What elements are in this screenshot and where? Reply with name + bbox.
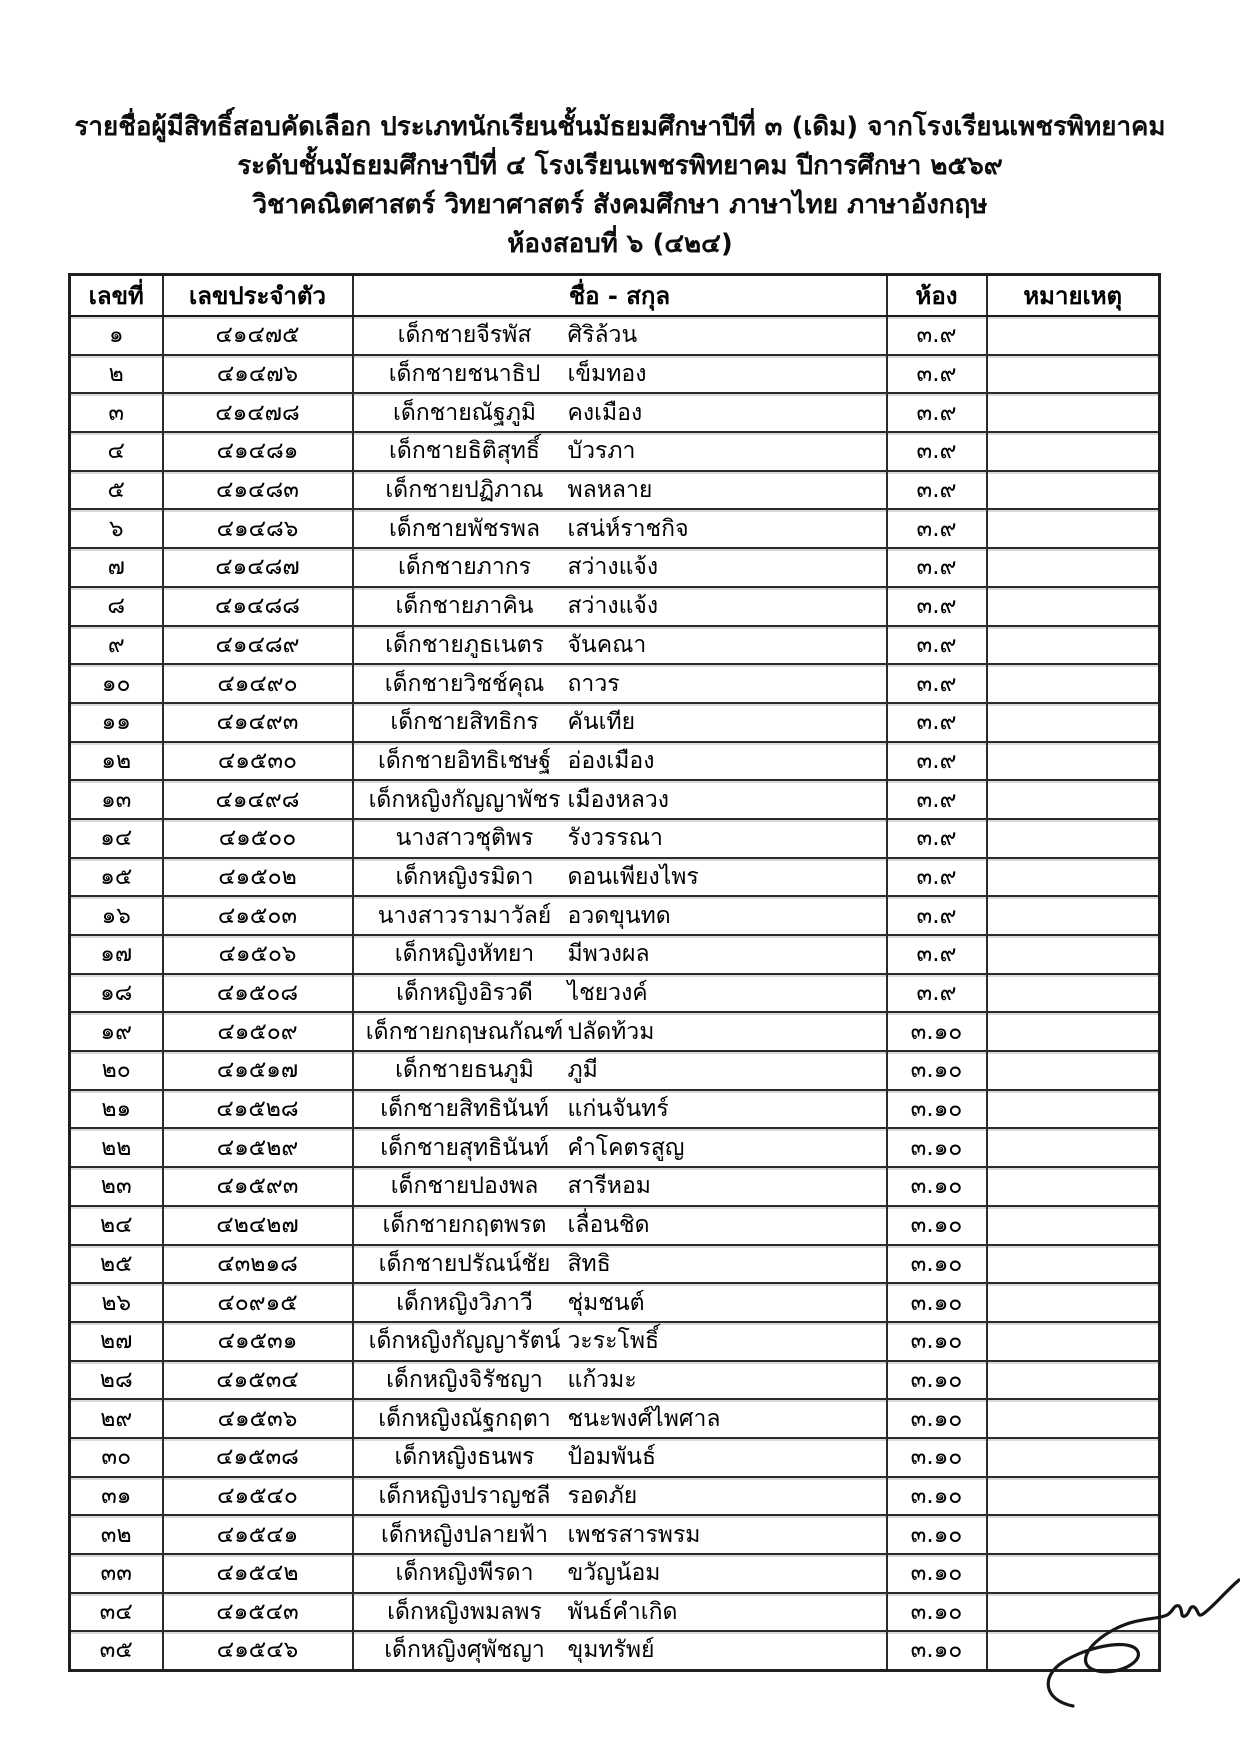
student-name-cell (353, 1399, 887, 1438)
student-number-cell: ๑๕ (70, 858, 163, 897)
student-number-cell: ๒๖ (70, 1283, 163, 1322)
student-id-cell: ๔๑๕๓๑ (163, 1322, 353, 1361)
title-line-1: รายชื่อผู้มีสิทธิ์สอบคัดเลือก ประเภทนักเรียนชั้นมัธยมศึกษาปีที่ ๓ (เดิม) จากโรงเรียนเพชรพิทยาคม (74, 112, 1166, 142)
student-first-name: เด็กหญิงรมิดา (395, 863, 534, 890)
student-id-cell: ๔๑๕๐๖ (163, 935, 353, 974)
student-last-name: วะระโพธิ์ (567, 1328, 660, 1355)
student-name-cell (353, 780, 887, 819)
student-first-name: เด็กชายสิทธินันท์ (380, 1096, 549, 1123)
student-number-cell: ๗ (70, 548, 163, 587)
student-id-cell: ๔๑๕๓๔ (163, 1361, 353, 1400)
student-number-cell: ๒๗ (70, 1322, 163, 1361)
student-first-name: เด็กชายภาคิน (395, 593, 534, 620)
student-row (70, 1515, 1160, 1554)
student-number-cell: ๔ (70, 432, 163, 471)
student-id-cell: ๔๑๕๓๖ (163, 1399, 353, 1438)
student-room-cell: ๓.๙ (887, 664, 987, 703)
student-remark-cell (987, 509, 1160, 548)
student-room-cell: ๓.๙ (887, 703, 987, 742)
student-remark-cell (987, 316, 1160, 355)
student-name-cell (353, 1245, 887, 1284)
student-remark-cell (987, 1167, 1160, 1206)
student-first-name: เด็กชายสุทธินันท์ (380, 1134, 549, 1161)
student-first-name: เด็กหญิงปลายฟ้า (381, 1521, 548, 1548)
student-room-cell: ๓.๑๐ (887, 1515, 987, 1554)
student-last-name: คันเทีย (567, 709, 636, 736)
student-number-cell: ๖ (70, 509, 163, 548)
student-name-cell (353, 896, 887, 935)
student-name-cell (353, 1283, 887, 1322)
student-last-name: ดอนเพียงไพร (567, 863, 699, 890)
student-room-cell: ๓.๙ (887, 393, 987, 432)
student-id-cell: ๔๐๙๑๕ (163, 1283, 353, 1322)
student-remark-cell (987, 1245, 1160, 1284)
student-name-cell (353, 1051, 887, 1090)
student-row (70, 1554, 1160, 1593)
student-name-cell (353, 1322, 887, 1361)
student-first-name: เด็กหญิงจิรัชญา (386, 1366, 543, 1393)
student-row (70, 393, 1160, 432)
student-first-name: เด็กหญิงอิรวดี (396, 980, 533, 1007)
student-row (70, 316, 1160, 355)
student-row (70, 1399, 1160, 1438)
column-header-name: ชื่อ - สกุล (353, 275, 887, 317)
student-name-cell (353, 819, 887, 858)
student-first-name: เด็กชายปรัณน์ชัย (378, 1250, 551, 1277)
student-id-cell: ๔๑๕๐๘ (163, 974, 353, 1013)
student-name-cell (353, 1438, 887, 1477)
table-header-row (70, 275, 1160, 317)
student-row (70, 1128, 1160, 1167)
student-last-name: สิทธิ (567, 1250, 611, 1277)
student-name-cell (353, 1090, 887, 1129)
student-name-cell (353, 1631, 887, 1670)
student-row (70, 1090, 1160, 1129)
student-number-cell: ๓๔ (70, 1593, 163, 1632)
student-id-cell: ๔๑๕๔๖ (163, 1631, 353, 1670)
student-room-cell: ๓.๙ (887, 355, 987, 394)
student-number-cell: ๒๓ (70, 1167, 163, 1206)
student-row (70, 742, 1160, 781)
student-last-name: เมืองหลวง (567, 786, 669, 813)
student-row (70, 1631, 1160, 1670)
student-remark-cell (987, 626, 1160, 665)
student-last-name: คำโคตรสูญ (567, 1134, 685, 1161)
student-last-name: มีพวงผล (567, 941, 650, 968)
student-row (70, 1245, 1160, 1284)
student-first-name: เด็กชายชนาธิป (388, 361, 541, 388)
student-name-cell (353, 703, 887, 742)
student-row (70, 974, 1160, 1013)
student-remark-cell (987, 1477, 1160, 1516)
student-number-cell: ๓ (70, 393, 163, 432)
student-number-cell: ๒๑ (70, 1090, 163, 1129)
student-first-name: เด็กหญิงวิภาวี (396, 1289, 533, 1316)
student-remark-cell (987, 858, 1160, 897)
student-room-cell: ๓.๙ (887, 858, 987, 897)
student-id-cell: ๔๑๔๘๘ (163, 587, 353, 626)
student-room-cell: ๓.๙ (887, 626, 987, 665)
student-last-name: ขุมทรัพย์ (567, 1637, 655, 1664)
student-first-name: เด็กชายธิติสุทธิ์ (389, 438, 540, 465)
student-row (70, 858, 1160, 897)
student-last-name: ปลัดท้วม (567, 1018, 655, 1045)
student-name-cell (353, 432, 887, 471)
student-id-cell: ๔๑๕๓๘ (163, 1438, 353, 1477)
student-room-cell: ๓.๑๐ (887, 1128, 987, 1167)
column-header-student-id: เลขประจำตัว (163, 275, 353, 317)
student-room-cell: ๓.๑๐ (887, 1361, 987, 1400)
student-room-cell: ๓.๑๐ (887, 1477, 987, 1516)
student-number-cell: ๑๘ (70, 974, 163, 1013)
student-id-cell: ๔๑๔๘๑ (163, 432, 353, 471)
student-number-cell: ๓๓ (70, 1554, 163, 1593)
student-number-cell: ๑๒ (70, 742, 163, 781)
student-id-cell: ๔๑๕๒๘ (163, 1090, 353, 1129)
student-remark-cell (987, 393, 1160, 432)
student-remark-cell (987, 355, 1160, 394)
student-first-name: เด็กหญิงธนพร (394, 1444, 535, 1471)
student-row (70, 432, 1160, 471)
student-number-cell: ๑๖ (70, 896, 163, 935)
student-id-cell: ๔๑๔๘๙ (163, 626, 353, 665)
student-first-name: เด็กชายสิทธิกร (390, 709, 539, 736)
student-id-cell: ๔๑๔๙๘ (163, 780, 353, 819)
student-last-name: พลหลาย (567, 477, 653, 504)
student-room-cell: ๓.๑๐ (887, 1012, 987, 1051)
student-first-name: เด็กชายภากร (397, 554, 532, 581)
student-room-cell: ๓.๙ (887, 819, 987, 858)
student-last-name: จันคณา (567, 631, 647, 658)
student-first-name: เด็กชายปองพล (390, 1173, 539, 1200)
student-remark-cell (987, 1438, 1160, 1477)
student-first-name: เด็กชายปฏิภาณ (385, 477, 544, 504)
student-remark-cell (987, 780, 1160, 819)
student-number-cell: ๒๘ (70, 1361, 163, 1400)
student-remark-cell (987, 1283, 1160, 1322)
student-room-cell: ๓.๙ (887, 548, 987, 587)
student-name-cell (353, 587, 887, 626)
student-last-name: ภูมี (567, 1057, 598, 1084)
student-row (70, 1322, 1160, 1361)
student-name-cell (353, 858, 887, 897)
student-number-cell: ๑๙ (70, 1012, 163, 1051)
student-id-cell: ๔๑๕๑๗ (163, 1051, 353, 1090)
student-room-cell: ๓.๙ (887, 742, 987, 781)
student-first-name: เด็กหญิงปราญชลี (378, 1482, 551, 1509)
student-remark-cell (987, 1399, 1160, 1438)
student-first-name: เด็กหญิงพีรดา (395, 1560, 534, 1587)
student-name-cell (353, 471, 887, 510)
student-room-cell: ๓.๑๐ (887, 1322, 987, 1361)
student-row (70, 896, 1160, 935)
student-room-cell: ๓.๑๐ (887, 1206, 987, 1245)
student-room-cell: ๓.๑๐ (887, 1554, 987, 1593)
student-name-cell (353, 1477, 887, 1516)
student-number-cell: ๒๒ (70, 1128, 163, 1167)
student-name-cell (353, 664, 887, 703)
student-remark-cell (987, 1012, 1160, 1051)
student-last-name: เลื่อนชิด (567, 1212, 650, 1239)
column-header-number: เลขที่ (70, 275, 163, 317)
student-name-cell (353, 393, 887, 432)
student-first-name: เด็กชายวิชช์คุณ (384, 670, 545, 697)
student-name-cell (353, 1361, 887, 1400)
student-remark-cell (987, 1128, 1160, 1167)
student-row (70, 1477, 1160, 1516)
student-number-cell: ๙ (70, 626, 163, 665)
student-last-name: ขวัญน้อม (567, 1560, 661, 1587)
student-last-name: อวดขุนทด (567, 902, 671, 929)
student-row (70, 626, 1160, 665)
student-number-cell: ๒๕ (70, 1245, 163, 1284)
student-room-cell: ๓.๑๐ (887, 1245, 987, 1284)
student-remark-cell (987, 742, 1160, 781)
student-name-cell (353, 509, 887, 548)
document-title-block (0, 108, 1240, 264)
student-room-cell: ๓.๑๐ (887, 1399, 987, 1438)
student-row (70, 935, 1160, 974)
student-number-cell: ๓๒ (70, 1515, 163, 1554)
student-name-cell (353, 1012, 887, 1051)
student-first-name: เด็กชายภูธเนตร (385, 631, 544, 658)
student-id-cell: ๔๑๔๙๓ (163, 703, 353, 742)
student-last-name: สว่างแจ้ง (567, 554, 659, 581)
student-room-cell: ๓.๙ (887, 316, 987, 355)
student-number-cell: ๒ (70, 355, 163, 394)
student-last-name: เพชรสารพรม (567, 1521, 701, 1548)
student-id-cell: ๔๑๕๐๒ (163, 858, 353, 897)
student-room-cell: ๓.๑๐ (887, 1167, 987, 1206)
student-id-cell: ๔๑๔๘๗ (163, 548, 353, 587)
student-number-cell: ๒๔ (70, 1206, 163, 1245)
student-remark-cell (987, 664, 1160, 703)
student-room-cell: ๓.๙ (887, 471, 987, 510)
student-first-name: นางสาวชุติพร (395, 825, 534, 852)
student-remark-cell (987, 1051, 1160, 1090)
student-id-cell: ๔๑๔๗๘ (163, 393, 353, 432)
student-room-cell: ๓.๑๐ (887, 1283, 987, 1322)
student-remark-cell (987, 548, 1160, 587)
student-last-name: ถาวร (567, 670, 620, 697)
student-room-cell: ๓.๑๐ (887, 1438, 987, 1477)
student-first-name: นางสาวรามาวัลย์ (377, 902, 552, 929)
student-number-cell: ๑๑ (70, 703, 163, 742)
student-last-name: สารีหอม (567, 1173, 651, 1200)
student-number-cell: ๑๔ (70, 819, 163, 858)
student-room-cell: ๓.๑๐ (887, 1631, 987, 1670)
student-table-body (70, 316, 1160, 1670)
student-number-cell: ๓๐ (70, 1438, 163, 1477)
student-last-name: ศิริล้วน (567, 322, 638, 349)
student-last-name: รังวรรณา (567, 825, 663, 852)
title-line-2: ระดับชั้นมัธยมศึกษาปีที่ ๔ โรงเรียนเพชรพิทยาคม ปีการศึกษา ๒๕๖๙ (237, 151, 1003, 181)
student-room-cell: ๓.๙ (887, 780, 987, 819)
student-name-cell (353, 548, 887, 587)
student-number-cell: ๑๐ (70, 664, 163, 703)
student-first-name: เด็กหญิงกัญญาพัชร (368, 786, 561, 813)
title-line-3: วิชาคณิตศาสตร์ วิทยาศาสตร์ สังคมศึกษา ภาษาไทย ภาษาอังกฤษ (252, 190, 988, 220)
column-header-remark: หมายเหตุ (987, 275, 1160, 317)
student-first-name: เด็กหญิงศุพัชญา (384, 1637, 545, 1664)
student-name-cell (353, 1554, 887, 1593)
student-first-name: เด็กชายพัชรพล (388, 515, 541, 542)
student-row (70, 1283, 1160, 1322)
student-last-name: ชนะพงศ์ไพศาล (567, 1405, 721, 1432)
student-remark-cell (987, 703, 1160, 742)
student-row (70, 819, 1160, 858)
student-remark-cell (987, 935, 1160, 974)
student-first-name: เด็กชายจีรพัส (397, 322, 532, 349)
student-room-cell: ๓.๙ (887, 587, 987, 626)
student-number-cell: ๑ (70, 316, 163, 355)
student-roster-table (68, 273, 1161, 1672)
student-last-name: พันธ์คำเกิด (567, 1599, 678, 1626)
student-remark-cell (987, 1206, 1160, 1245)
student-name-cell (353, 935, 887, 974)
title-line-4-exam-room: ห้องสอบที่ ๖ (๔๒๔) (507, 229, 733, 259)
student-number-cell: ๘ (70, 587, 163, 626)
student-id-cell: ๔๑๕๔๑ (163, 1515, 353, 1554)
student-id-cell: ๔๑๕๐๐ (163, 819, 353, 858)
student-id-cell: ๔๑๔๗๕ (163, 316, 353, 355)
student-first-name: เด็กหญิงณัฐกฤตา (378, 1405, 551, 1432)
student-id-cell: ๔๑๕๓๐ (163, 742, 353, 781)
student-id-cell: ๔๑๔๙๐ (163, 664, 353, 703)
student-room-cell: ๓.๑๐ (887, 1593, 987, 1632)
student-name-cell (353, 1593, 887, 1632)
student-remark-cell (987, 471, 1160, 510)
student-first-name: เด็กชายกฤตพรต (382, 1212, 547, 1239)
student-first-name: เด็กหญิงกัญญารัตน์ (368, 1328, 561, 1355)
student-remark-cell (987, 974, 1160, 1013)
student-id-cell: ๔๑๔๘๓ (163, 471, 353, 510)
student-row (70, 703, 1160, 742)
student-last-name: รอดภัย (567, 1482, 638, 1509)
student-row (70, 1012, 1160, 1051)
student-name-cell (353, 742, 887, 781)
student-remark-cell (987, 1361, 1160, 1400)
student-remark-cell (987, 432, 1160, 471)
student-room-cell: ๓.๙ (887, 974, 987, 1013)
student-last-name: ป้อมพันธ์ (567, 1444, 656, 1471)
student-id-cell: ๔๑๕๔๒ (163, 1554, 353, 1593)
student-room-cell: ๓.๙ (887, 896, 987, 935)
student-name-cell (353, 1206, 887, 1245)
column-header-room: ห้อง (887, 275, 987, 317)
student-remark-cell (987, 1090, 1160, 1129)
student-row (70, 1438, 1160, 1477)
student-id-cell: ๔๑๕๐๓ (163, 896, 353, 935)
student-row (70, 1167, 1160, 1206)
student-id-cell: ๔๓๒๑๘ (163, 1245, 353, 1284)
student-remark-cell (987, 1515, 1160, 1554)
student-row (70, 1593, 1160, 1632)
student-id-cell: ๔๒๔๒๗ (163, 1206, 353, 1245)
student-name-cell (353, 1128, 887, 1167)
student-last-name: สว่างแจ้ง (567, 593, 659, 620)
student-number-cell: ๒๐ (70, 1051, 163, 1090)
student-last-name: คงเมือง (567, 399, 643, 426)
student-id-cell: ๔๑๔๘๖ (163, 509, 353, 548)
student-last-name: เสน่ห์ราชกิจ (567, 515, 689, 542)
student-number-cell: ๑๗ (70, 935, 163, 974)
student-room-cell: ๓.๑๐ (887, 1090, 987, 1129)
student-room-cell: ๓.๙ (887, 509, 987, 548)
student-first-name: เด็กหญิงหัทยา (394, 941, 535, 968)
student-remark-cell (987, 1593, 1160, 1632)
student-remark-cell (987, 1554, 1160, 1593)
student-number-cell: ๑๓ (70, 780, 163, 819)
student-last-name: อ่องเมือง (567, 747, 655, 774)
student-last-name: ไชยวงค์ (567, 980, 648, 1007)
student-last-name: เข็มทอง (567, 361, 647, 388)
student-id-cell: ๔๑๔๗๖ (163, 355, 353, 394)
student-first-name: เด็กหญิงพมลพร (387, 1599, 542, 1626)
student-row (70, 548, 1160, 587)
student-id-cell: ๔๑๕๔๐ (163, 1477, 353, 1516)
student-number-cell: ๕ (70, 471, 163, 510)
student-name-cell (353, 316, 887, 355)
student-first-name: เด็กชายกฤษณกัณฑ์ (365, 1018, 564, 1045)
student-remark-cell (987, 587, 1160, 626)
student-name-cell (353, 626, 887, 665)
student-remark-cell (987, 896, 1160, 935)
student-row (70, 587, 1160, 626)
student-number-cell: ๒๙ (70, 1399, 163, 1438)
student-last-name: แก่นจันทร์ (567, 1096, 669, 1123)
student-number-cell: ๓๑ (70, 1477, 163, 1516)
student-row (70, 355, 1160, 394)
student-number-cell: ๓๕ (70, 1631, 163, 1670)
student-name-cell (353, 974, 887, 1013)
student-row (70, 1051, 1160, 1090)
student-remark-cell (987, 1322, 1160, 1361)
student-id-cell: ๔๑๕๐๙ (163, 1012, 353, 1051)
student-remark-cell (987, 819, 1160, 858)
student-room-cell: ๓.๙ (887, 935, 987, 974)
student-name-cell (353, 1515, 887, 1554)
student-id-cell: ๔๑๕๙๓ (163, 1167, 353, 1206)
student-last-name: บัวรภา (567, 438, 636, 465)
student-row (70, 780, 1160, 819)
student-name-cell (353, 355, 887, 394)
student-room-cell: ๓.๑๐ (887, 1051, 987, 1090)
student-name-cell (353, 1167, 887, 1206)
student-last-name: ชุ่มชนต์ (567, 1289, 645, 1316)
student-id-cell: ๔๑๕๒๙ (163, 1128, 353, 1167)
student-row (70, 509, 1160, 548)
student-first-name: เด็กชายอิทธิเชษฐ์ (377, 747, 552, 774)
student-last-name: แก้วมะ (567, 1366, 637, 1393)
student-row (70, 471, 1160, 510)
student-remark-cell (987, 1631, 1160, 1670)
student-first-name: เด็กชายณัฐภูมิ (392, 399, 537, 426)
student-row (70, 1206, 1160, 1245)
student-first-name: เด็กชายธนภูมิ (395, 1057, 534, 1084)
student-room-cell: ๓.๙ (887, 432, 987, 471)
student-row (70, 1361, 1160, 1400)
student-row (70, 664, 1160, 703)
student-id-cell: ๔๑๕๔๓ (163, 1593, 353, 1632)
